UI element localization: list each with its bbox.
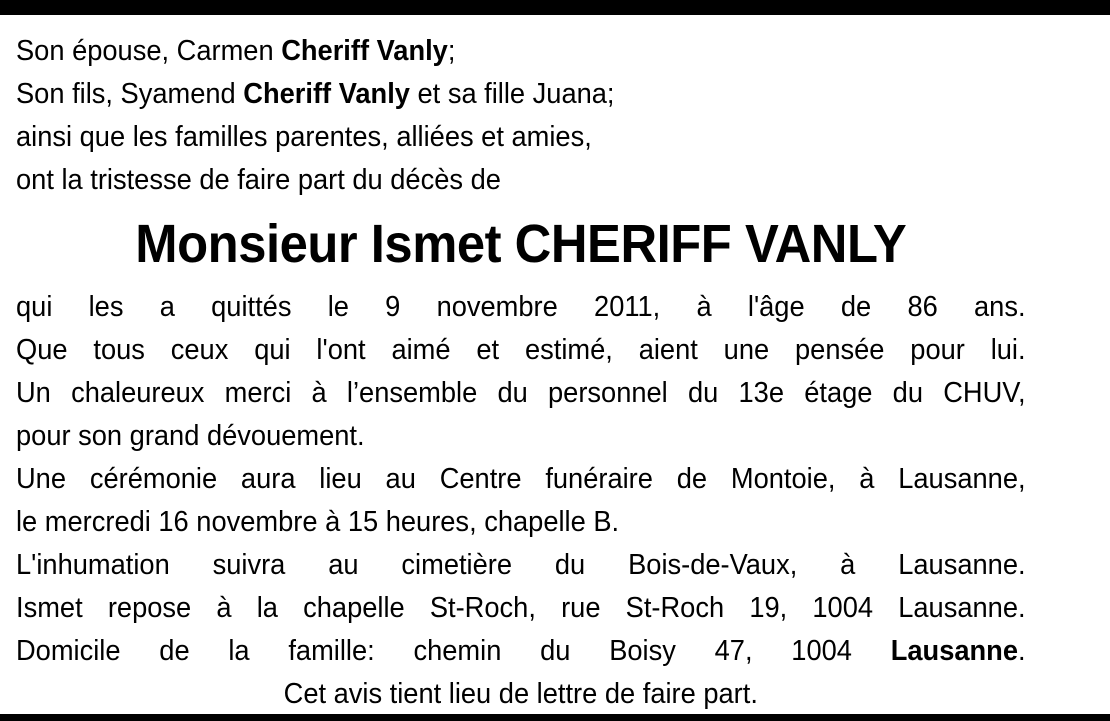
body-line-thanks: Un chaleureux merci à l’ensemble du personnel du 13e étage du CHUV,: [16, 377, 1026, 409]
intro-line-announcement: ont la tristesse de faire part du décès de: [16, 164, 501, 196]
closing-line: Cet avis tient lieu de lettre de faire part.: [283, 678, 758, 710]
intro-line-spouse-text: Son épouse, Carmen: [16, 35, 282, 67]
son-surname: Cheriff Vanly: [243, 78, 410, 110]
top-border-rule: [0, 0, 1110, 15]
intro-line-children-end: et sa fille Juana;: [409, 78, 615, 110]
body-line-burial: L'inhumation suivra au cimetière du Bois-de-Vaux, à Lausanne.: [16, 549, 1026, 581]
intro-line-spouse-end: ;: [447, 35, 456, 67]
intro-line-families: ainsi que les familles parentes, alliées et amies,: [16, 121, 592, 153]
intro-line-spouse: [16, 30, 1026, 73]
body-line-passed: qui les a quittés le 9 novembre 2011, à l'âge de 86 ans.: [16, 291, 1026, 323]
body-line-family-address: [16, 630, 1026, 673]
family-address-end: .: [1017, 635, 1026, 667]
intro-line-children: [16, 73, 1026, 116]
body-line-devotion: pour son grand dévouement.: [16, 420, 365, 452]
family-address-city: Lausanne: [890, 635, 1018, 667]
obituary-notice: [16, 30, 1026, 716]
spouse-surname: Cheriff Vanly: [281, 35, 448, 67]
body-line-remembrance: Que tous ceux qui l'ont aimé et estimé, aient une pensée pour lui.: [16, 334, 1026, 366]
body-line-ceremony: Une cérémonie aura lieu au Centre funéraire de Montoie, à Lausanne,: [16, 463, 1026, 495]
family-address-text: Domicile de la famille: chemin du Boisy 47, 1004: [16, 635, 891, 667]
body-line-rest-place: Ismet repose à la chapelle St-Roch, rue St-Roch 19, 1004 Lausanne.: [16, 592, 1026, 624]
bottom-border-rule: [0, 714, 1110, 721]
deceased-name-heading: Monsieur Ismet CHERIFF VANLY: [135, 214, 907, 274]
body-line-ceremony-date: le mercredi 16 novembre à 15 heures, chapelle B.: [16, 506, 620, 538]
intro-line-children-text: Son fils, Syamend: [16, 78, 244, 110]
